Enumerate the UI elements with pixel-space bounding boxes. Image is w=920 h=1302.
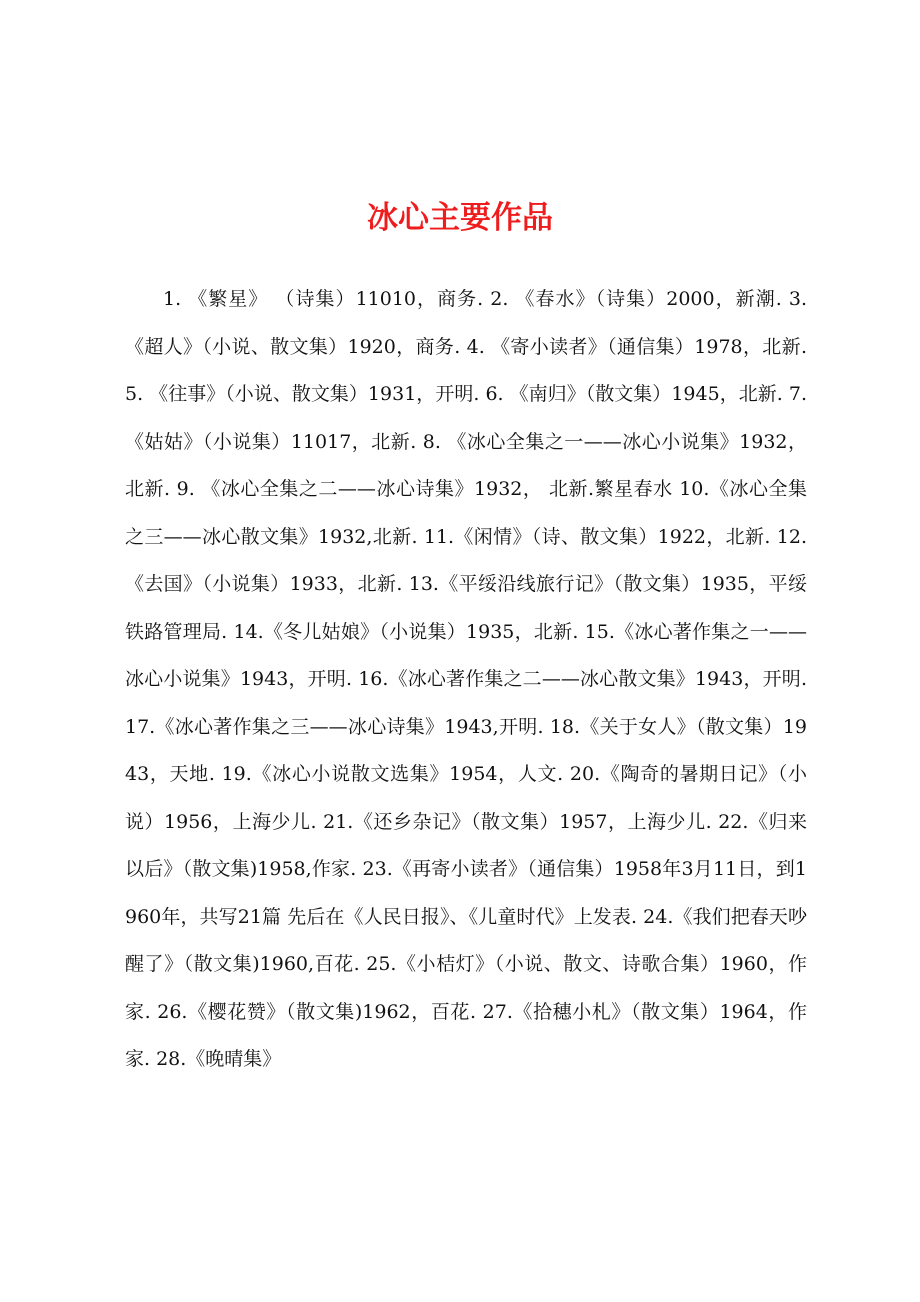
works-list-paragraph: 1. 《繁星》 （诗集）11010，商务. 2. 《春水》（诗集）2000，新潮. 3. 《超人》（小说、散文集）1920，商务. 4. 《寄小读者》（通信集）1978，北新. 5. 《往事》（小说、散文集）1931，开明. 6. 《南归》（散文集）1945，北新. 7. 《姑姑》（小说集）11017，北新. 8. 《冰心全集之一——冰心小说集》1932，北新. 9. 《冰心全集之二——冰心诗集》1932， 北新.繁星春水 10.《冰心全集之三——冰心散文集》1932,北新. 11.《闲情》（诗、散文集）1922，北新. 12.《去国》（小说集）1933，北新. 13.《平绥沿线旅行记》（散文集）1935，平绥铁路管理局. 14.《冬儿姑娘》（小说集）1935，北新. 15.《冰心著作集之一——冰心小说集》1943，开明. 16.《冰心著作集之二——冰心散文集》1943，开明. 17.《冰心著作集之三——冰心诗集》1943,开明. 18.《关于女人》（散文集）1943，天地. 19.《冰心小说散文选集》1954，人文. 20.《陶奇的暑期日记》（小说）1956，上海少儿. 21.《还乡杂记》（散文集）1957，上海少儿. 22.《归来以后》（散文集)1958,作家. 23.《再寄小读者》（通信集）1958年3月11日，到1960年，共写21篇 先后在《人民日报》、《儿童时代》上发表. 24.《我们把春天吵醒了》（散文集)1960,百花. 25.《小桔灯》（小说、散文、诗歌合集）1960，作家. 26.《樱花赞》（散文集)1962，百花. 27.《拾穗小札》（散文集）1964，作家. 28.《晚晴集》	[125, 288, 807, 1070]
page-title: 冰心主要作品	[367, 200, 553, 236]
